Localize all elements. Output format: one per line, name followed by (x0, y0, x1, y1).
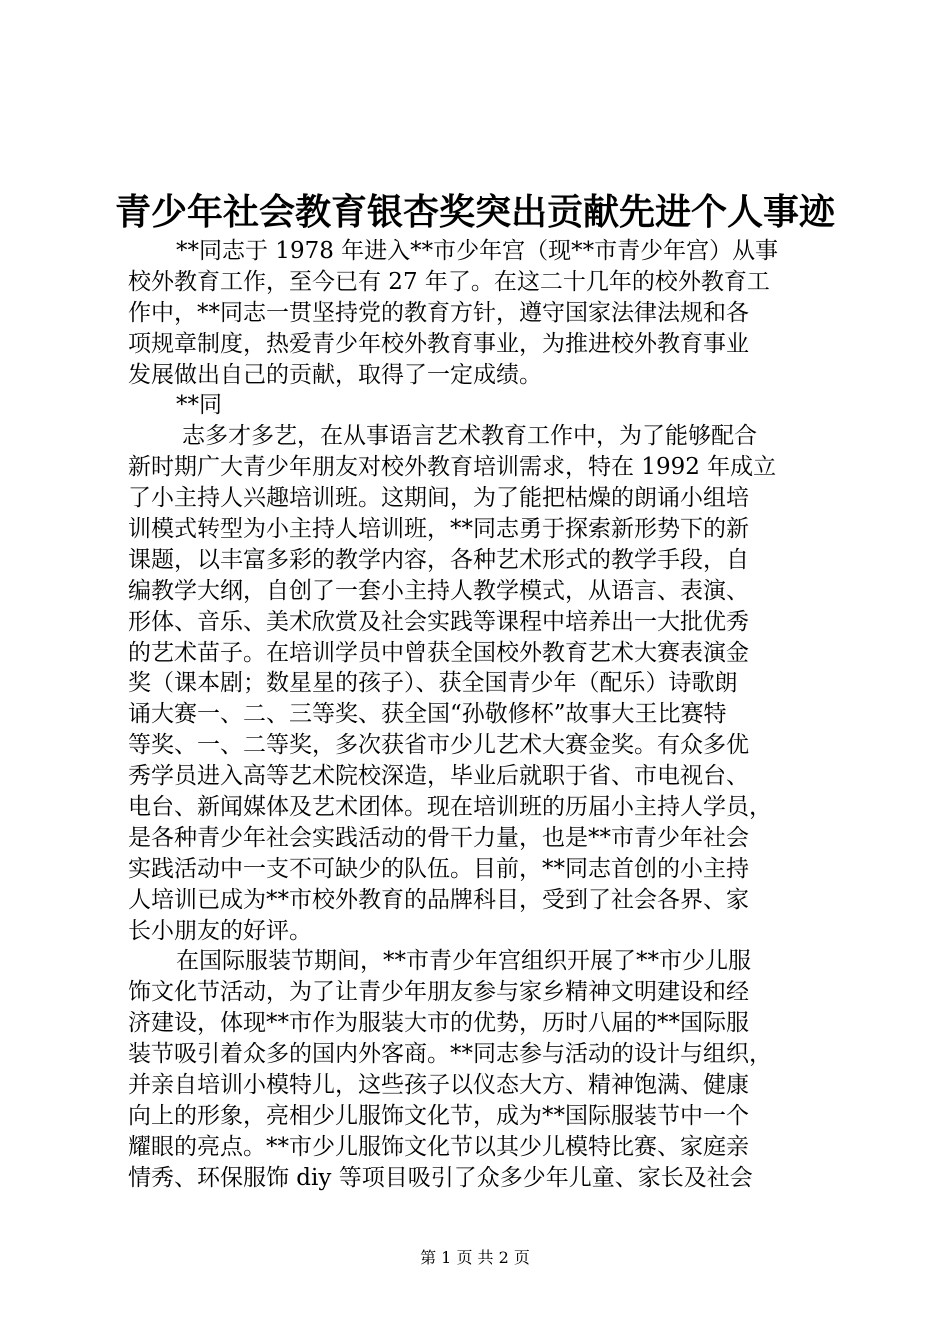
text-line: 形体、音乐、美术欣赏及社会实践等课程中培养出一大批优秀 (128, 608, 749, 635)
text-line: 志多才多艺，在从事语言艺术教育工作中，为了能够配合 (182, 423, 757, 450)
document-title: 青少年社会教育银杏奖突出贡献先进个人事迹 (114, 191, 835, 233)
text-line: 诵大赛一、二、三等奖、获全国“孙敬修杯”故事大王比赛特 (128, 701, 727, 728)
text-line: 等奖、一、二等奖，多次获省市少儿艺术大赛金奖。有众多优 (128, 732, 749, 759)
text-line: 长小朋友的好评。 (128, 917, 312, 944)
page-footer: 第 1 页 共 2 页 (420, 1248, 530, 1267)
text-line: 奖（课本剧；数星星的孩子）、获全国青少年（配乐）诗歌朗 (128, 670, 738, 697)
text-line: 项规章制度，热爱青少年校外教育事业，为推进校外教育事业 (128, 330, 749, 357)
text-line: 的艺术苗子。在培训学员中曾获全国校外教育艺术大赛表演金 (128, 639, 749, 666)
text-line: 课题，以丰富多彩的教学内容，各种艺术形式的教学手段，自 (128, 546, 749, 573)
text-line: 实践活动中一支不可缺少的队伍。目前，**同志首创的小主持 (128, 855, 749, 882)
text-line: 人培训已成为**市校外教育的品牌科目，受到了社会各界、家 (128, 886, 749, 913)
text-line: 并亲自培训小模特儿，这些孩子以仪态大方、精神饱满、健康 (128, 1072, 749, 1099)
text-line: 电台、新闻媒体及艺术团体。现在培训班的历届小主持人学员， (128, 794, 772, 821)
text-line: 了小主持人兴趣培训班。这期间，为了能把枯燥的朗诵小组培 (128, 485, 749, 512)
text-line: 耀眼的亮点。**市少儿服饰文化节以其少儿模特比赛、家庭亲 (128, 1133, 749, 1160)
text-line: 编教学大纲，自创了一套小主持人教学模式，从语言、表演、 (128, 577, 749, 604)
text-line: 训模式转型为小主持人培训班，**同志勇于探索新形势下的新 (128, 516, 749, 543)
text-line: 济建设，体现**市作为服装大市的优势，历时八届的**国际服 (128, 1010, 749, 1037)
document-body (128, 236, 828, 1194)
text-line: 新时期广大青少年朋友对校外教育培训需求，特在 1992 年成立 (128, 454, 777, 481)
text-line: **同志于 1978 年进入**市少年宫（现**市青少年宫）从事 (176, 238, 779, 264)
text-line: 是各种青少年社会实践活动的骨干力量，也是**市青少年社会 (128, 824, 749, 851)
text-line: 作中，**同志一贯坚持党的教育方针，遵守国家法律法规和各 (128, 299, 749, 326)
text-line: 情秀、环保服饰 diy 等项目吸引了众多少年儿童、家长及社会 (128, 1164, 753, 1191)
text-line: 向上的形象，亮相少儿服饰文化节，成为**国际服装节中一个 (128, 1102, 749, 1129)
text-line: 饰文化节活动，为了让青少年朋友参与家乡精神文明建设和经 (128, 979, 749, 1006)
text-line: **同 (176, 392, 222, 419)
text-line: 装节吸引着众多的国内外客商。**同志参与活动的设计与组织， (128, 1041, 772, 1068)
text-line: 秀学员进入高等艺术院校深造，毕业后就职于省、市电视台、 (128, 763, 749, 790)
text-line: 发展做出自己的贡献，取得了一定成绩。 (128, 361, 542, 388)
text-line: 校外教育工作，至今已有 27 年了。在这二十几年的校外教育工 (128, 268, 770, 295)
text-line: 在国际服装节期间，**市青少年宫组织开展了**市少儿服 (176, 948, 751, 975)
